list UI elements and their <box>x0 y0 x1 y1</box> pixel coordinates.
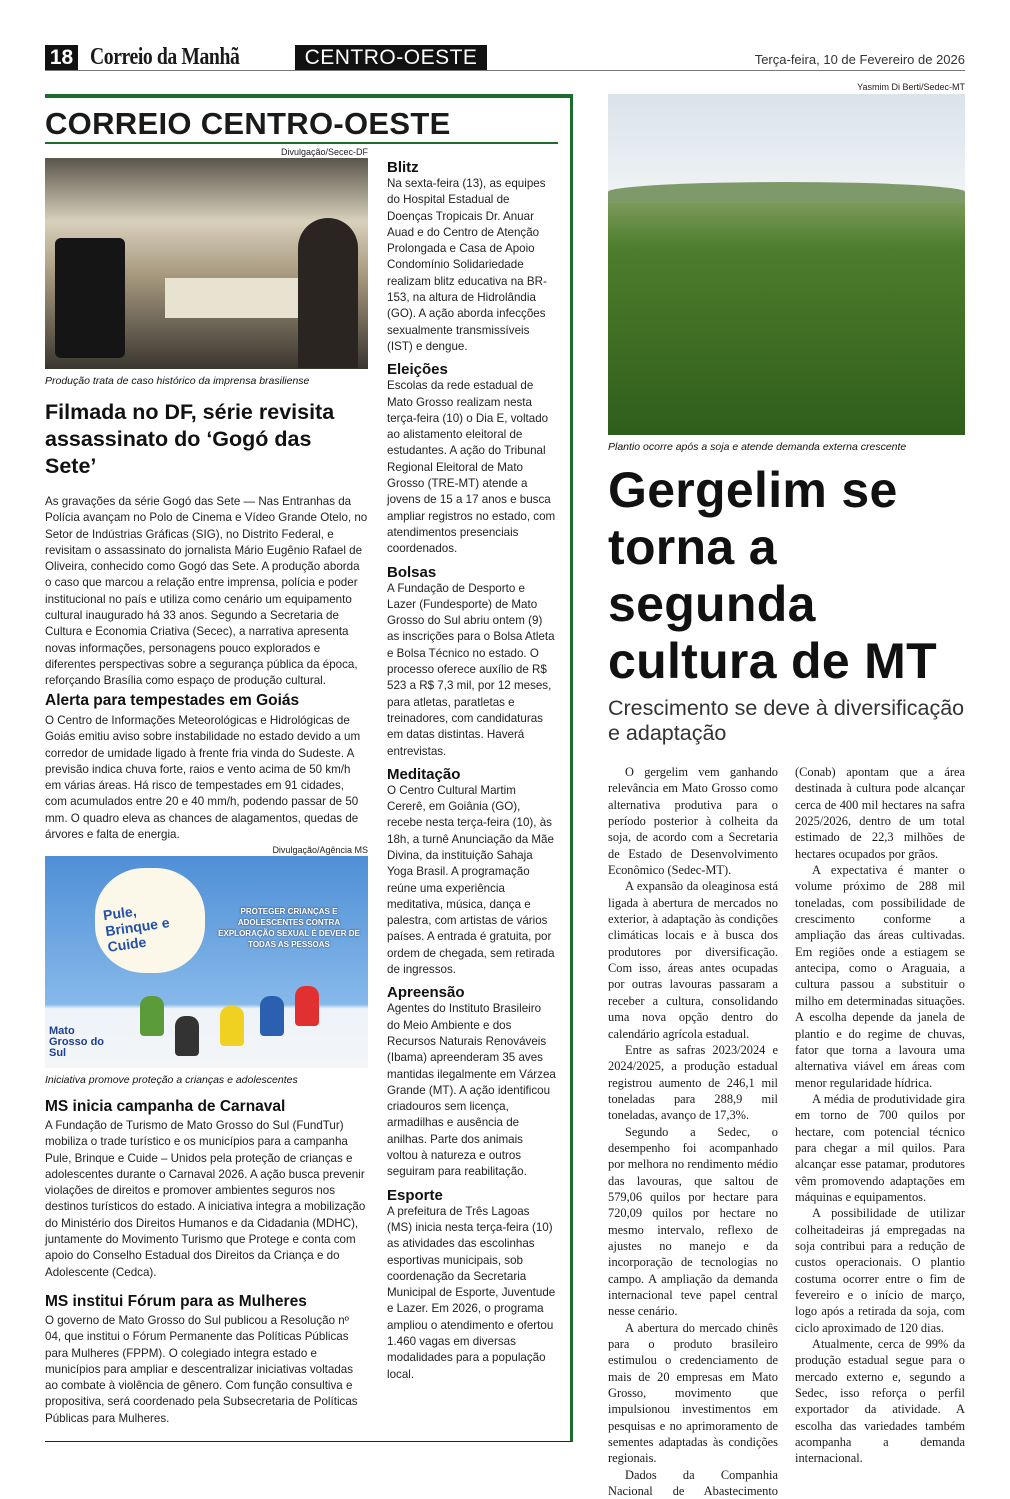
briefs-column <box>387 154 557 1383</box>
brief-body: A Fundação de Turismo de Mato Grosso do Sul (FundTur) mobiliza o trade turístico e os municípios para a campanha Pule, Brinque e Cuide – Unidos pela proteção de crianças e adolescentes durante o Carnaval 2026. A ação busca prevenir violações de direitos e promover ambientes seguros nos destinos turísticos do estado. A iniciativa integra a mobilização do Ministério dos Direitos Humanos e da Cidadania (MDHC), juntamente do Movimento Turismo que Protege e conta com apoio do Conselho Estadual dos Direitos da Criança e do Adolescente (Cedca). <box>45 1119 366 1279</box>
newspaper-name: Correio da Manhã <box>90 44 240 70</box>
article-paragraph: O gergelim vem ganhando relevância em Mato Grosso como alternativa produtiva para o período posterior à colheita da soja, de acordo com a Secretaria de Estado de Desenvolvimento Econômico (Sedec-MT). <box>608 765 778 878</box>
brief-heading: MS institui Fórum para as Mulheres <box>45 1293 307 1310</box>
section-label: CENTRO-OESTE <box>295 45 487 71</box>
brief-item <box>387 766 557 979</box>
poster-state-logo: Mato Grosso do Sul <box>49 1025 105 1059</box>
main-subtitle: Crescimento se deve à diversificação e adaptação <box>608 696 965 745</box>
article-paragraph: A expansão da oleaginosa está ligada à abertura de mercados no exterior, à adaptação às condições climáticas locais e à busca dos produtores por diversificação. Com isso, áreas antes ocupadas por outras lavouras passaram a receber a cultura, consolidando uma nova opção dentro do calendário agrícola estadual. <box>608 879 778 1041</box>
brief-item <box>387 984 557 1180</box>
photo-credit: Yasmim Di Berti/Sedec-MT <box>857 82 965 92</box>
film-set-photo <box>45 158 368 369</box>
brief-body: O Centro Cultural Martim Cererê, em Goiânia (GO), recebe nesta terça-feira (10), às 18h, a turnê Anunciação da Mãe Divina, da instituição Sahaja Yoga Brasil. A programação reúne uma experiência meditativa, música, dança e palestra, com artistas de vários países. A entrada é gratuita, por ordem de chegada, sem retirada de ingressos. <box>387 783 555 977</box>
brief-item <box>387 1187 557 1383</box>
brief-heading: Meditação <box>387 765 461 783</box>
poster-caption: Iniciativa promove proteção a crianças e adolescentes <box>45 1074 298 1086</box>
issue-date: Terça-feira, 10 de Fevereiro de 2026 <box>754 52 965 67</box>
brief-body: Na sexta-feira (13), as equipes do Hospital Estadual de Doenças Tropicais Dr. Anuar Auad e do Centro de Atenção Prolongada e Casa de Apoio Condomínio Solidariedade realizam blitz educativa na BR-153, na altura de Hidrolândia (GO). A ação aborda infecções sexualmente transmissíveis (IST) e dengue. <box>387 177 547 353</box>
alerta-brief <box>45 692 368 843</box>
brief-body: A Fundação de Desporto e Lazer (Fundesporte) de Mato Grosso do Sul abriu ontem (9) as inscrições para o Bolsa Atleta e Bolsa Técnico no estado. O processo oferece auxílio de R$ 523 a R$ 7,3 mil, por 12 meses, para atletas, paratletas e treinadores, com candidaturas em datas distintas. Haverá entrevistas. <box>387 581 555 758</box>
article-paragraph: A abertura do mercado chinês para o produto brasileiro estimulou o credenciamento de mais de 20 empresas em Mato Grosso, movimento que impulsionou investimentos em pesquisas e no aprimoramento de sementes adaptadas às condições regionais. <box>608 1320 778 1466</box>
article-paragraph: Entre as safras 2023/2024 e 2024/2025, a produção estadual registrou aumento de 246,1 mil toneladas para 288,9 mil toneladas, avanço de 17,3%. <box>608 1042 778 1123</box>
brief-heading: Apreensão <box>387 984 465 1002</box>
brief-body: O governo de Mato Grosso do Sul publicou a Resolução nº 04, que institui o Fórum Permanente das Políticas Públicas para Mulheres (FPPM). O colegiado integra estado e municípios para ampliar e descentralizar iniciativas voltadas ao combate à violência de gênero. Com função consultiva e propositiva, será coordenado pela Subsecretaria de Políticas Públicas para Mulheres. <box>45 1314 358 1425</box>
brief-body: A prefeitura de Três Lagoas (MS) inicia nesta terça-feira (10) as atividades das escolinhas esportivas municipais, sob coordenação da Secretaria Municipal de Esporte, Juventude e Lazer. Em 2026, o programa ampliou o atendimento e ofertou 1.460 vagas em diversas modalidades para a população local. <box>387 1204 556 1381</box>
column-box-title: CORREIO CENTRO-OESTE <box>45 106 451 141</box>
sesame-field-photo <box>608 94 965 435</box>
brief-body: O Centro de Informações Meteorológicas e Hidrológicas de Goiás emitiu aviso sobre instabilidade no estado devido a um corredor de umidade ligado à frente fria vinda do Sudeste. A previsão indica chuva forte, raios e vento acima de 50 km/h em várias áreas. Há risco de tempestades em 91 cidades, com acumulados entre 20 e 40 mm/h, podendo passar de 50 mm. O quadro eleva as chances de alagamentos, quedas de árvores e falta de energia. <box>45 714 361 842</box>
brief-item <box>387 159 557 355</box>
article-paragraph: Atualmente, cerca de 99% da produção estadual segue para o mercado externo e, segundo a Sedec, isso reforça o perfil exportador da atividade. A escolha das variedades também acompanha a demanda internacional. <box>795 1337 965 1466</box>
forum-brief <box>45 1293 368 1427</box>
main-headline: Gergelim se torna a segunda cultura de MT <box>608 462 937 689</box>
brief-heading: Alerta para tempestades em Goiás <box>45 692 300 709</box>
brief-heading: Blitz <box>387 159 419 176</box>
article-paragraph: Segundo a Sedec, o desempenho foi acompanhado por melhora no rendimento médio das lavouras, que saltou de 579,06 quilos por hectare para 720,09 quilos por hectare no mesmo intervalo, reflexo de ajustes no manejo e da incorporação de tecnologias no campo. A ampliação da demanda internacional teve papel central nesse cenário. <box>608 1124 778 1319</box>
lead-headline: Filmada no DF, série revisita assassinato do ‘Gogó das Sete’ <box>45 400 335 478</box>
page-number: 18 <box>45 45 78 71</box>
photo-caption: Plantio ocorre após a soja e atende demanda externa crescente <box>608 441 907 453</box>
brief-body: Agentes do Instituto Brasileiro do Meio Ambiente e dos Recursos Naturais Renováveis (Ibama) apreenderam 35 aves mantidas ilegalmente em Várzea Grande (MT). A ação identificou criadouros sem licença, armadilhas e ausência de anilhas. Parte dos animais voltou à natureza e outros seguiram para reabilitação. <box>387 1002 556 1179</box>
brief-heading: Esporte <box>387 1186 443 1204</box>
main-article-body <box>608 764 965 1499</box>
photo-caption: Produção trata de caso histórico da imprensa brasiliense <box>45 375 310 387</box>
photo-credit: Divulgação/Agência MS <box>272 845 368 855</box>
article-paragraph: A possibilidade de utilizar colheitadeiras já empregadas na soja contribui para a redução de custos operacionais. O plantio costuma ocorrer entre o fim de fevereiro e o início de março, logo após a retirada da soja, com ciclo aproximado de 120 dias. <box>795 1206 965 1335</box>
carnaval-brief <box>45 1098 368 1281</box>
lead-body: As gravações da série Gogó das Sete — Nas Entranhas da Polícia avançam no Polo de Cinema e Vídeo Grande Otelo, no Setor de Indústrias Gráficas (SIG), no Distrito Federal, e revisitam o assassinato do jornalista Mário Eugênio Rafael de Oliveira, conhecido como Gogó das Sete. A produção aborda o caso que marcou a relação entre imprensa, polícia e poder institucional no país e utiliza como cenário um equipamento cultural inaugurado há 33 anos. Segundo a Secretaria de Cultura e Economia Criativa (Secec), a narrativa apresenta novas informações, personagens pouco explorados e diferentes perspectivas sobre a segurança pública da época, reforçando Brasília como espaço de produção cultural. <box>45 495 368 688</box>
lead-story <box>45 375 368 690</box>
brief-item <box>387 564 557 760</box>
poster-logo: Pule, Brinque e Cuide <box>102 902 171 955</box>
photo-credit: Divulgação/Secec-DF <box>280 147 368 157</box>
header-divider <box>45 70 965 71</box>
article-paragraph: A média de produtividade gira em torno de 700 quilos por hectare, com potencial técnico para chegar a mil quilos. Para alcançar esse patamar, produtores vêm promovendo adaptações em máquinas e equipamentos. <box>795 1091 965 1204</box>
carnival-campaign-poster <box>45 856 368 1068</box>
brief-heading: MS inicia campanha de Carnaval <box>45 1098 286 1115</box>
column-box-title-rule <box>45 142 558 144</box>
article-paragraph: Dados da Companhia Nacional de Abastecimento (Conab) apontam que a área destinada à cultura pode alcançar cerca de 400 mil hectares na safra 2025/2026, dentro de um total estimado de 22,3 milhões de hectares ocupados por grãos. <box>608 765 965 1499</box>
brief-item <box>387 361 557 557</box>
brief-heading: Eleições <box>387 361 448 379</box>
brief-heading: Bolsas <box>387 563 437 581</box>
article-paragraph: A expectativa é manter o volume próximo de 288 mil toneladas, com possibilidade de crescimento conforme a ampliação das áreas cultivadas. Em regiões onde a estiagem se antecipa, como o Araguaia, a cultura passou a substituir o milho em determinadas situações. A escolha depende da janela de plantio e do regime de chuvas, fator que torna a lavoura uma alternativa viável em áreas com menor regularidade hídrica. <box>795 863 965 1090</box>
poster-slogan: PROTEGER CRIANÇAS E ADOLESCENTES CONTRA EXPLORAÇÃO SEXUAL É DEVER DE TODAS AS PESSOAS <box>218 907 360 949</box>
brief-body: Escolas da rede estadual de Mato Grosso realizam nesta terça-feira (10) o Dia E, voltado ao alistamento eleitoral de estudantes. A ação do Tribunal Regional Eleitoral de Mato Grosso (TRE-MT) atende a jovens de 15 a 17 anos e busca ampliar registros no estado, com atendimentos presenciais coordenados. <box>387 379 556 556</box>
main-story <box>608 462 965 1499</box>
